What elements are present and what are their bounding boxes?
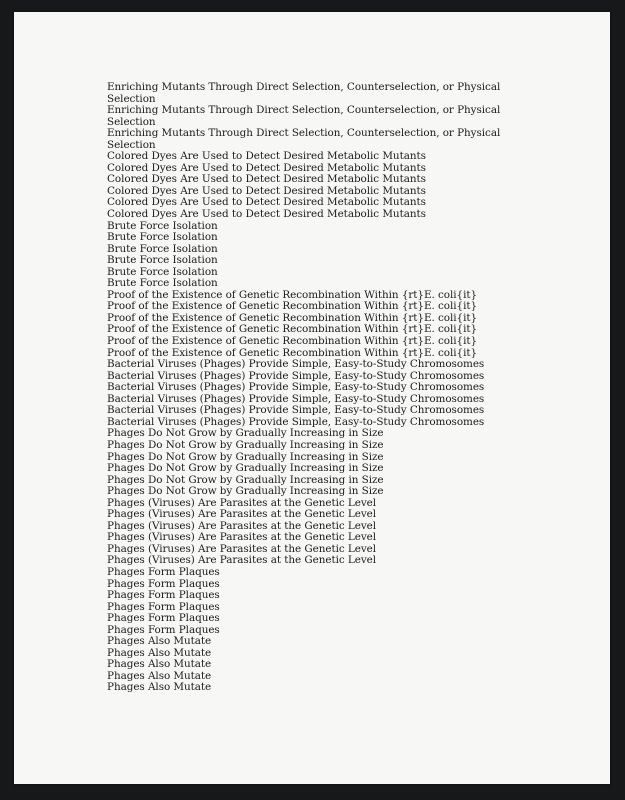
text-line: Colored Dyes Are Used to Detect Desired Metabolic Mutants <box>107 184 426 197</box>
text-line: Brute Force Isolation <box>107 265 218 278</box>
text-line: Proof of the Existence of Genetic Recombination Within {rt}E. coli{it} <box>107 311 478 324</box>
text-line: Bacterial Viruses (Phages) Provide Simple, Easy-to-Study Chromosomes <box>107 369 485 382</box>
text-line: Proof of the Existence of Genetic Recombination Within {rt}E. coli{it} <box>107 300 478 313</box>
text-line: Phages (Viruses) Are Parasites at the Genetic Level <box>107 542 377 555</box>
text-line: Phages Do Not Grow by Gradually Increasing in Size <box>107 462 384 475</box>
text-line: Bacterial Viruses (Phages) Provide Simple, Easy-to-Study Chromosomes <box>107 404 485 417</box>
text-line: Phages Also Mutate <box>107 635 212 648</box>
text-line: Phages Also Mutate <box>107 646 212 659</box>
text-line: Colored Dyes Are Used to Detect Desired Metabolic Mutants <box>107 208 426 221</box>
text-line: Phages Also Mutate <box>107 681 212 694</box>
text-line: Colored Dyes Are Used to Detect Desired Metabolic Mutants <box>107 196 426 209</box>
text-line: Brute Force Isolation <box>107 231 218 244</box>
text-line: Phages Do Not Grow by Gradually Increasing in Size <box>107 427 384 440</box>
text-line: Phages Form Plaques <box>107 600 220 613</box>
text-line: Brute Force Isolation <box>107 254 218 267</box>
text-line: Proof of the Existence of Genetic Recombination Within {rt}E. coli{it} <box>107 346 478 359</box>
text-line: Phages (Viruses) Are Parasites at the Genetic Level <box>107 531 377 544</box>
text-line: Phages (Viruses) Are Parasites at the Genetic Level <box>107 508 377 521</box>
text-line: Bacterial Viruses (Phages) Provide Simple, Easy-to-Study Chromosomes <box>107 415 485 428</box>
text-line: Phages Do Not Grow by Gradually Increasing in Size <box>107 485 384 498</box>
text-line: Colored Dyes Are Used to Detect Desired Metabolic Mutants <box>107 173 426 186</box>
text-line: Phages Do Not Grow by Gradually Increasing in Size <box>107 450 384 463</box>
text-line: Proof of the Existence of Genetic Recombination Within {rt}E. coli{it} <box>107 288 478 301</box>
text-line: Bacterial Viruses (Phages) Provide Simple, Easy-to-Study Chromosomes <box>107 381 485 394</box>
text-line: Colored Dyes Are Used to Detect Desired Metabolic Mutants <box>107 161 426 174</box>
text-line: Phages Do Not Grow by Gradually Increasing in Size <box>107 473 384 486</box>
paper-sheet <box>14 12 610 784</box>
text-line: Enriching Mutants Through Direct Selection, Counterselection, or Physical Selection <box>107 104 501 128</box>
text-line: Brute Force Isolation <box>107 242 218 255</box>
text-line: Proof of the Existence of Genetic Recombination Within {rt}E. coli{it} <box>107 323 478 336</box>
text-line: Phages Form Plaques <box>107 565 220 578</box>
document-text-block <box>107 82 507 694</box>
text-line: Bacterial Viruses (Phages) Provide Simple, Easy-to-Study Chromosomes <box>107 358 485 371</box>
text-line: Brute Force Isolation <box>107 219 218 232</box>
text-line: Enriching Mutants Through Direct Selection, Counterselection, or Physical Selection <box>107 127 501 151</box>
text-line: Phages Form Plaques <box>107 623 220 636</box>
text-line: Phages (Viruses) Are Parasites at the Genetic Level <box>107 554 377 567</box>
text-line: Enriching Mutants Through Direct Selection, Counterselection, or Physical Selection <box>107 81 501 105</box>
text-line: Brute Force Isolation <box>107 277 218 290</box>
text-line: Phages Form Plaques <box>107 589 220 602</box>
text-line: Phages Form Plaques <box>107 612 220 625</box>
text-line: Bacterial Viruses (Phages) Provide Simple, Easy-to-Study Chromosomes <box>107 392 485 405</box>
text-line: Phages Also Mutate <box>107 658 212 671</box>
text-line: Phages (Viruses) Are Parasites at the Genetic Level <box>107 496 377 509</box>
text-line: Phages (Viruses) Are Parasites at the Genetic Level <box>107 519 377 532</box>
text-line: Phages Form Plaques <box>107 577 220 590</box>
text-line: Phages Do Not Grow by Gradually Increasing in Size <box>107 438 384 451</box>
text-line: Phages Also Mutate <box>107 669 212 682</box>
text-line: Colored Dyes Are Used to Detect Desired Metabolic Mutants <box>107 150 426 163</box>
text-line: Proof of the Existence of Genetic Recombination Within {rt}E. coli{it} <box>107 335 478 348</box>
